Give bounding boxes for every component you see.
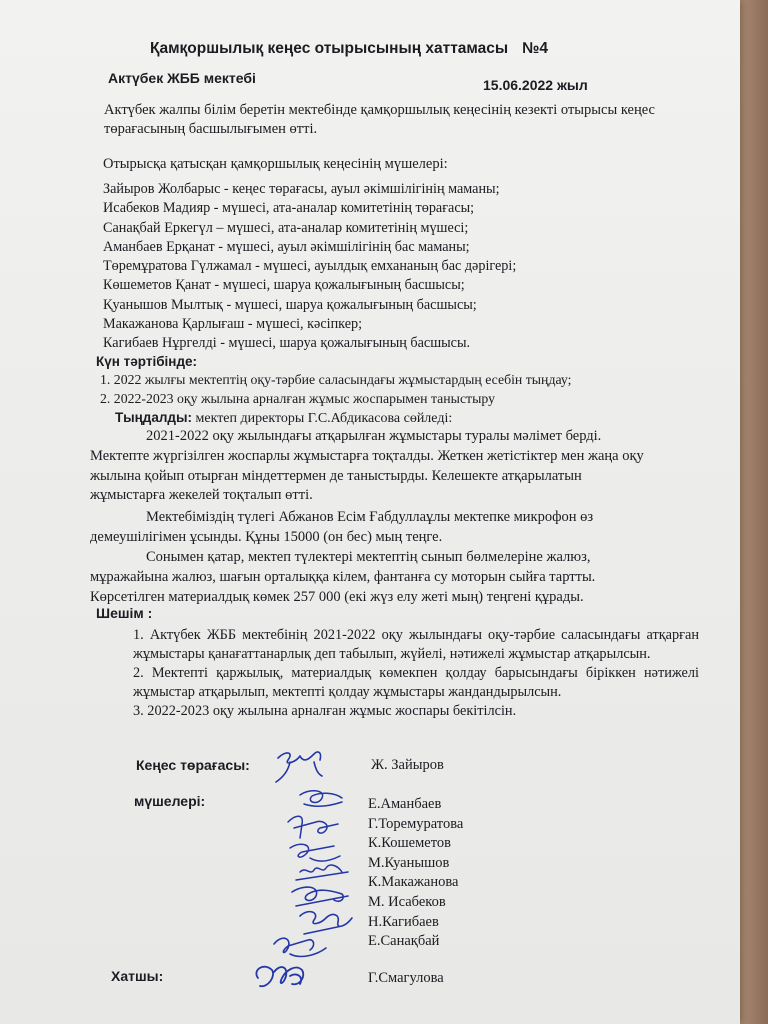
decision-item: 2. Мектепті қаржылық, материалдық көмекпен қолдау барысындағы біріккен нәтижелі жұмыстар атқарылып, мектепті қолдау жұмыстары жандандырылсын. [133, 665, 699, 700]
members-list [103, 181, 516, 355]
report-line: 2021-2022 оқу жылындағы атқарылған жұмыстары туралы мәлімет берді. [146, 428, 602, 444]
signatory-name: К.Макажанова [368, 874, 459, 891]
decision-list [133, 626, 699, 721]
support-paragraph [90, 549, 595, 608]
secretary-label: Хатшы: [111, 968, 164, 984]
protocol-number: №4 [522, 40, 549, 57]
signatory-name: М. Исабеков [368, 893, 446, 910]
report-line: жылына қойып отырған міндеттермен де таныстырды. Келешекте атқарылатын [90, 467, 582, 484]
members-label: мүшелері: [134, 793, 206, 809]
signatory-name: Н.Кагибаев [368, 913, 439, 930]
member-item: Санақбай Еркегүл – мүшесі, ата-аналар комитетінің мүшесі; [103, 219, 469, 236]
member-item: Зайыров Жолбарыс - кеңес төрағасы, ауыл әкімшілігінің маманы; [103, 181, 500, 197]
intro-paragraph: Актүбек жалпы білім беретін мектебінде қамқоршылық кеңесінің кезекті отырысы кеңес төрағасының басшылығымен өтті. [104, 102, 655, 137]
agenda-heading: Күн тәртібінде: [96, 354, 198, 369]
handwritten-signatures [230, 740, 390, 1010]
signature-members-1 [288, 791, 342, 838]
member-item: Көшеметов Қанат - мүшесі, шаруа қожалығының басшысы; [103, 277, 465, 294]
report-line: Мектепте жүргізілген жоспарлы жұмыстарға тоқталды. Жеткен жетістіктер мен жаңа оқу [90, 447, 644, 464]
heard-text: мектеп директоры Г.С.Абдикасова сөйледі: [192, 411, 453, 426]
signature-members-4 [274, 938, 326, 956]
decision-heading: Шешім : [96, 605, 153, 621]
agenda-item: 1. 2022 жылғы мектептің оқу-тәрбие саласындағы жұмыстардың есебін тыңдау; [100, 372, 572, 387]
signatory-name: Е.Санақбай [368, 933, 440, 950]
members-heading: Отырысқа қатысқан қамқоршылық кеңесінің мүшелері: [103, 156, 448, 172]
chair-name: Ж. Зайыров [371, 757, 444, 773]
donation-line: демеушілігімен ұсынды. Құны 15000 (он бес) мың теңге. [90, 529, 443, 545]
member-item: Қуанышов Мылтық - мүшесі, шаруа қожалығының басшысы; [103, 296, 477, 313]
support-line: Көрсетілген материалдық көмек 257 000 (екі жүз елу жеті мың) теңгені құрады. [90, 588, 584, 605]
heard-line [115, 410, 452, 427]
signature-secretary [256, 967, 303, 987]
member-item: Төремұратова Гүлжамал - мүшесі, ауылдық емхананың бас дәрігері; [103, 258, 517, 275]
agenda-item: 2. 2022-2023 оқу жылына арналған жұмыс жоспарымен таныстыру [100, 391, 495, 406]
donation-paragraph [90, 509, 593, 549]
signature-chair [276, 752, 322, 782]
report-line: жұмыстарға жекелей тоқталып өтті. [90, 487, 313, 504]
signatory-name: М.Куанышов [368, 854, 450, 871]
support-line: мұражайына жалюз, шағын орталыққа кілем, фантанға су моторын сыйға тартты. [90, 568, 596, 585]
title-text: Қамқоршылық кеңес отырысының хаттамасы [150, 40, 509, 57]
signatory-name: Г.Торемуратова [368, 815, 464, 832]
heard-label: Тыңдалды: [115, 410, 192, 425]
report-paragraph [90, 428, 644, 507]
member-item: Аманбаев Ерқанат - мүшесі, ауыл әкімшілігінің бас маманы; [103, 238, 470, 255]
signatory-name: К.Кошеметов [368, 835, 451, 852]
member-item: Исабеков Мадияр - мүшесі, ата-аналар комитетінің төрағасы; [103, 200, 475, 217]
school-name: Актүбек ЖББ мектебі [108, 70, 256, 86]
signature-members-2 [290, 844, 348, 880]
document-title [150, 40, 548, 58]
decision-item: 1. Актүбек ЖББ мектебінің 2021-2022 оқу жылындағы оқу-тәрбие саласындағы атқарған жұмыстары қанағаттанарлық деп табылып, жүйелі, нәтижелі жұмыстар атқарылсын. [133, 627, 699, 662]
support-line: Сонымен қатар, мектеп түлектері мектептің сынып бөлмелеріне жалюз, [146, 549, 591, 565]
signature-members-3 [292, 887, 352, 934]
signatory-name: Е.Аманбаев [368, 796, 442, 812]
member-item: Макажанова Қарлығаш - мүшесі, кәсіпкер; [103, 316, 363, 333]
donation-line: Мектебіміздің түлегі Абжанов Есім Ғабдуллаұлы мектепке микрофон өз [146, 509, 594, 525]
agenda-list [100, 372, 571, 410]
chair-label: Кеңес төрағасы: [136, 757, 250, 773]
decision-item: 3. 2022-2023 оқу жылына арналған жұмыс жоспары бекітілсін. [133, 703, 517, 719]
meeting-date: 15.06.2022 жыл [483, 77, 588, 93]
member-item: Кагибаев Нұргелді - мүшесі, шаруа қожалығының басшысы. [103, 335, 471, 352]
secretary-name: Г.Смагулова [368, 970, 444, 986]
